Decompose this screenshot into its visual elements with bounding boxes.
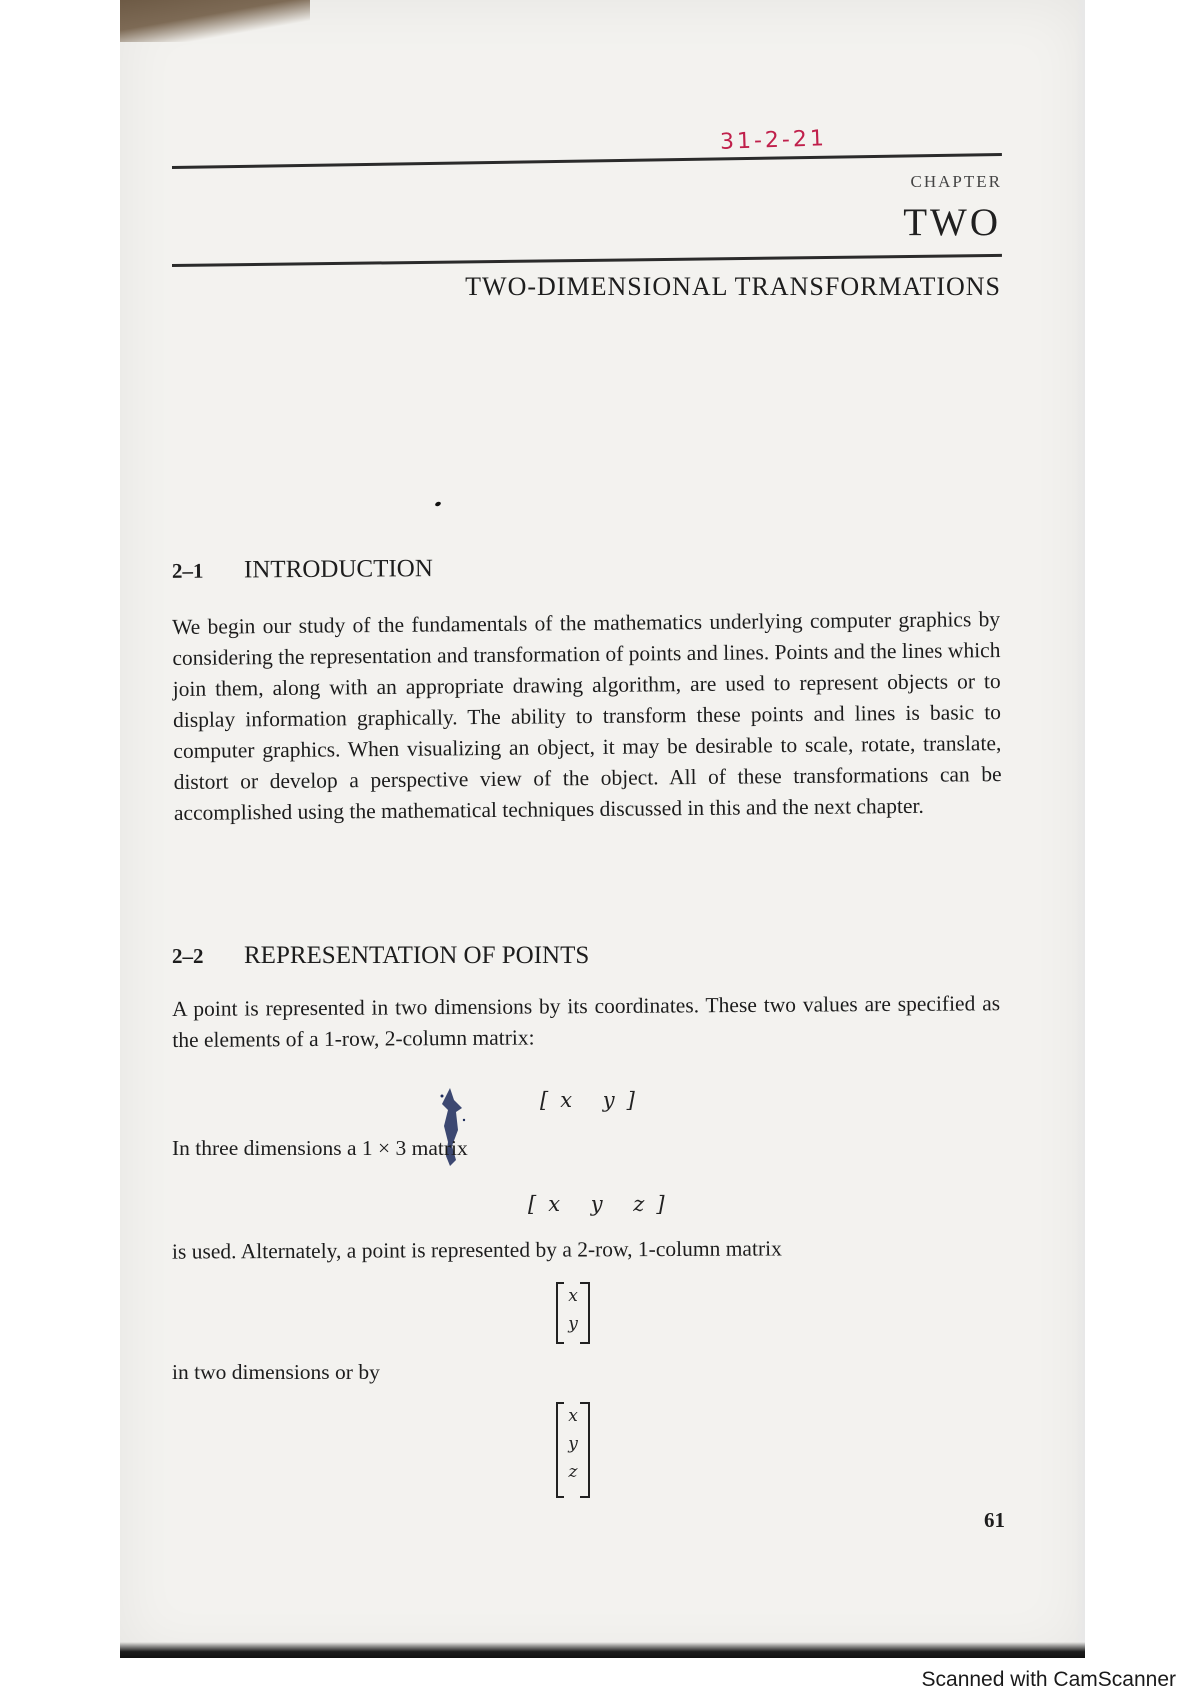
alternate-representation-text: is used. Alternately, a point is represented by a 2-row, 1-column matrix	[171, 1236, 782, 1264]
section-heading-representation	[172, 942, 589, 970]
chapter-title: TWO-DIMENSIONAL TRANSFORMATIONS	[465, 272, 1001, 301]
bracket-cap	[580, 1282, 588, 1284]
section-number: 2–1	[171, 558, 204, 583]
stray-ink-mark	[434, 501, 441, 507]
matrix-cell-y: y	[568, 1314, 578, 1334]
header-rule-top	[172, 153, 1002, 169]
camscanner-watermark: Scanned with CamScanner	[921, 1668, 1176, 1691]
section-heading-introduction	[172, 555, 433, 585]
section-number: 2–2	[172, 944, 204, 968]
chapter-number: TWO	[903, 201, 1001, 244]
two-dimensions-text: in two dimensions or by	[172, 1360, 380, 1384]
section-title: REPRESENTATION OF POINTS	[244, 942, 590, 969]
three-dimensions-text: In three dimensions a 1 × 3 matrix	[172, 1136, 468, 1160]
row-matrix-2d: [x y]	[540, 1088, 647, 1112]
section-title: INTRODUCTION	[243, 555, 433, 584]
bracket-cap	[580, 1496, 588, 1498]
bracket-cap	[556, 1342, 564, 1344]
representation-paragraph: A point is represented in two dimensions by its coordinates. These two values are specified as the elements of a 1-row, 2-column matrix:	[172, 991, 1001, 1052]
page-bottom-edge	[120, 1642, 1085, 1658]
bracket-cap	[556, 1402, 564, 1404]
header-rule-bottom	[172, 254, 1002, 267]
matrix-cell-x: x	[568, 1286, 578, 1306]
matrix-cell-y: y	[568, 1434, 578, 1454]
chapter-label: CHAPTER	[910, 172, 1002, 191]
bracket-cap	[556, 1496, 564, 1498]
bracket-cap	[556, 1282, 564, 1284]
matrix-cell-z: z	[568, 1462, 578, 1482]
column-matrix-3d	[556, 1402, 590, 1498]
introduction-paragraph: We begin our study of the fundamentals of the mathematics underlying computer graphics by considering the representation and transformation of points and lines. Points and the lines which join them, along with an appropriate drawing algorithm, are used to represent objects or to display information graphically. The ability to transform these points and lines is basic to computer graphics. When visualizing an object, it may be desirable to scale, rotate, translate, distort or develop a perspective view of the object. All of these transformations can be accomplished using the mathematical techniques discussed in this and the next chapter.	[172, 607, 1002, 825]
page-number: 61	[984, 1508, 1005, 1532]
page-corner-shadow	[120, 0, 310, 42]
bracket-cap	[580, 1342, 588, 1344]
bracket-cap	[580, 1402, 588, 1404]
handwritten-date: 31-2-21	[719, 126, 828, 155]
book-page	[120, 0, 1085, 1658]
page-right-edge	[1075, 0, 1085, 1658]
column-matrix-2d	[556, 1282, 590, 1344]
row-matrix-3d: [x y z]	[528, 1192, 677, 1216]
matrix-cell-x: x	[568, 1406, 578, 1426]
